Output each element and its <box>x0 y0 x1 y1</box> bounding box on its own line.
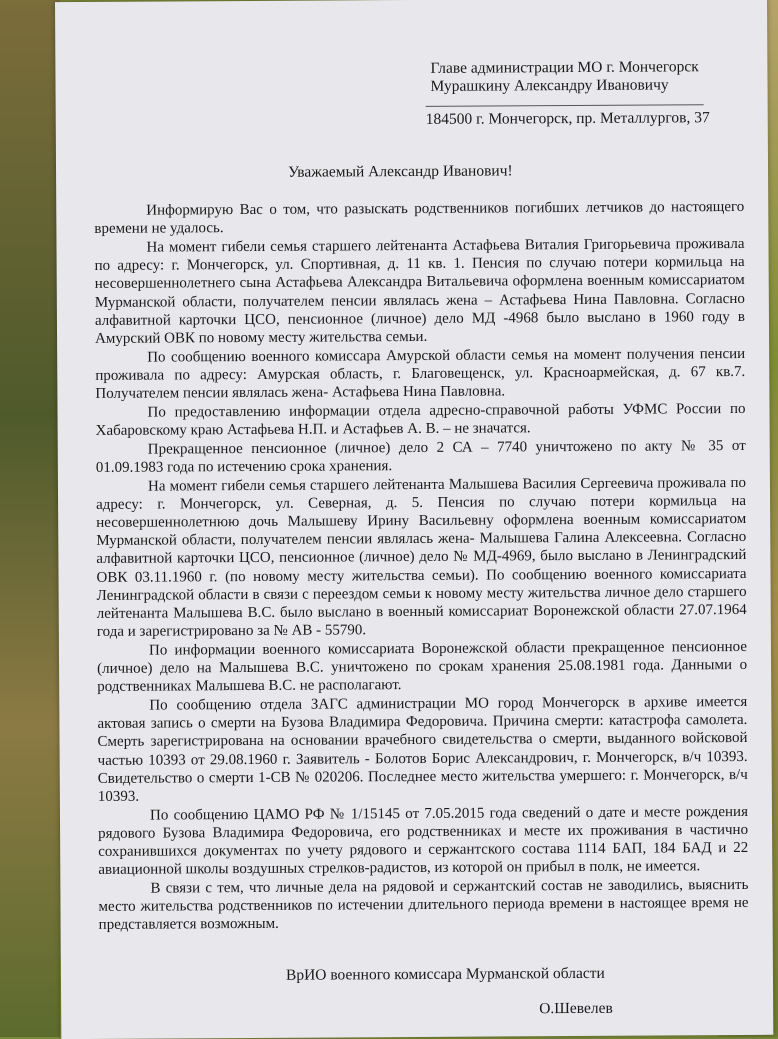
paragraph: В связи с тем, что личные дела на рядовой и сержантский состав не заводились, выяснить место жительства родственников по истечении длительного периода времени в настоящее время не представляется возможным. <box>98 876 749 934</box>
salutation: Уважаемый Александр Иванович! <box>287 162 513 181</box>
signature-name: О.Шевелев <box>539 999 613 1018</box>
addressee-address: 184500 г. Мончегорск, пр. Металлургов, 37 <box>425 109 710 128</box>
paragraph: На момент гибели семья старшего лейтенанта Астафьева Виталия Григорьевича проживала по адресу: г. Мончегорск, ул. Спортивная, д. 11 кв. 1. Пенсия по случаю потери кормильца на несовершеннолетнего сына Астафьева Александра Витальевича оформлена военным комиссариатом Мурманской области, получателем пенсии являлась жена – Астафьева Нина Павловна. Согласно алфавитной карточки ЦСО, пенсионное (личное) дело МД -4968 было выслано в 1960 году в Амурский ОВК по новому месту жительства семьи. <box>94 235 745 347</box>
addressee-block <box>430 58 750 96</box>
letter-page <box>55 0 773 1039</box>
paragraph: Информирую Вас о том, что разыскать родственников погибших летчиков до настоящего времени не удалось. <box>94 198 745 238</box>
address-divider <box>426 104 704 107</box>
paragraph: По сообщению отдела ЗАГС администрации МО город Мончегорск в архиве имеется актовая запись о смерти на Бузова Владимира Федоровича. Причина смерти: катастрофа самолета. Смерть зарегистрирована на основании врачебного свидетельства о смерти, выданного войсковой частью 10393 от 29.08.1960 г. Заявитель - Болотов Борис Александрович, г. Мончегорск, в/ч 10393. Свидетельство о смерти 1-СВ № 020206. Последнее место жительства умершего: г. Мончегорск, в/ч 10393. <box>97 693 748 805</box>
paragraph: По сообщению ЦАМО РФ № 1/15145 от 7.05.2015 года сведений о дате и месте рождения рядового Бузова Владимира Федоровича, его родственниках и месте их проживания в частично сохранившихся документах по учету рядового и сержантского состава 1114 БАП, 184 БАД и 22 авиационной школы воздушных стрелков-радистов, из которой он прибыл в полк, не имеется. <box>98 803 749 879</box>
background-left <box>0 0 60 1037</box>
addressee-line-2: Мурашкину Александру Ивановичу <box>430 76 669 95</box>
paragraph: По предоставлению информации отдела адресно-справочной работы УФМС России по Хабаровскому краю Астафьева Н.П. и Астафьев А. В. – не значатся. <box>95 400 746 439</box>
letter-body <box>94 198 748 935</box>
signature-title: ВрИО военного комиссара Мурманской области <box>285 964 605 984</box>
paragraph: Прекращенное пенсионное (личное) дело 2 СА – 7740 уничтожено по акту № 35 от 01.09.1983 года по истечению срока хранения. <box>95 437 746 476</box>
paragraph: На момент гибели семья старшего лейтенанта Малышева Василия Сергеевича проживала по адресу: г. Мончегорск, ул. Северная, д. 5. Пенсия по случаю потери кормильца на несовершеннолетнюю дочь Малышеву Ирину Васильевну оформлена военным комиссариатом Мурманской области, получателем пенсии являлась жена- Малышева Галина Алексеевна. Согласно алфавитной карточки ЦСО, пенсионное (личное) дело № МД-4969, было выслано в Ленинградский ОВК 03.11.1960 г. (по новому месту жительства семьи). По сообщению военного комиссариата Ленинградской области в связи с переездом семьи к новому месту жительства личное дело старшего лейтенанта Малышева В.С. было выслано в военный комиссариат Воронежской области 27.07.1964 года и зарегистрировано за № АВ - 55790. <box>96 474 747 641</box>
paragraph: По информации военного комиссариата Воронежской области прекращенное пенсионное (личное) дело на Малышева В.С. уничтожено по срокам хранения 25.08.1981 года. Данными о родственниках Малышева В.С. не располагают. <box>97 638 748 696</box>
paragraph: По сообщению военного комиссара Амурской области семья на момент получения пенсии проживала по адресу: Амурская область, г. Благовещенск, ул. Красноармейская, д. 67 кв.7. Получателем пенсии являлась жена- Астафьева Нина Павловна. <box>95 345 746 402</box>
addressee-line-1: Главе администрации МО г. Мончегорск <box>430 58 699 77</box>
